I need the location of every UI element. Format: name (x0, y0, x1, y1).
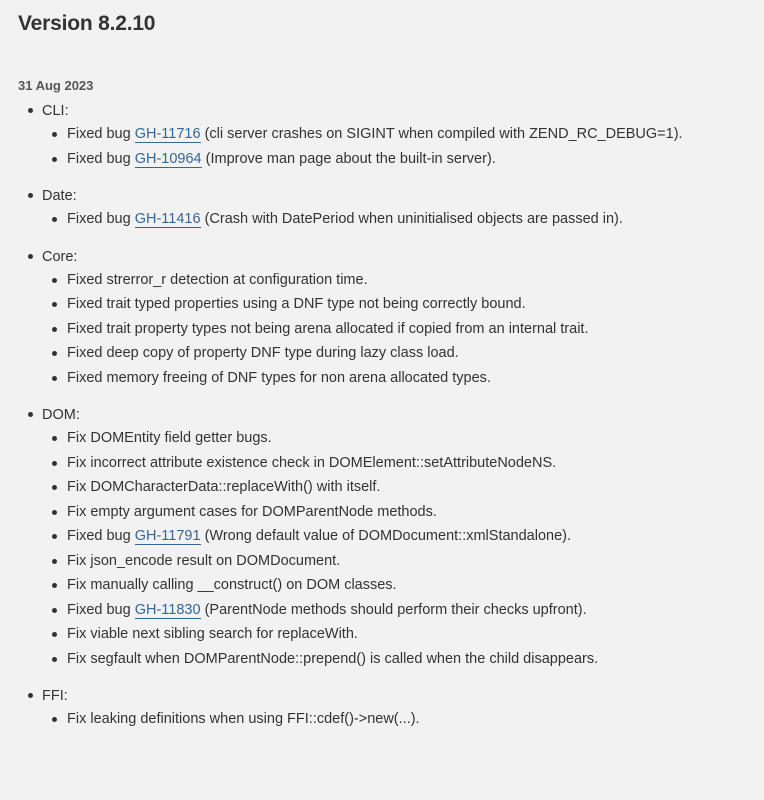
entry-text-suffix: (Improve man page about the built-in server). (201, 150, 496, 167)
changelog-entry (42, 475, 746, 500)
entry-text-suffix: (ParentNode methods should perform their checks upfront). (200, 601, 587, 618)
changelog-entry (42, 622, 746, 647)
entry-text: Fixed trait property types not being arena allocated if copied from an internal trait. (67, 320, 589, 337)
changelog-entry (42, 147, 746, 172)
entry-text: Fix json_encode result on DOMDocument. (67, 552, 341, 569)
entry-text: Fix leaking definitions when using FFI::cdef()->new(...). (67, 711, 420, 727)
changelog-entry (42, 451, 746, 476)
section-name: CLI: (42, 103, 69, 119)
changelog-section-date (18, 185, 746, 232)
changelog-entry (42, 292, 746, 317)
section-entries (42, 207, 746, 232)
bug-link-gh-11791[interactable]: GH-11791 (134, 528, 201, 544)
changelog-entry (42, 317, 746, 342)
bug-link-gh-11416[interactable]: GH-11416 (134, 211, 201, 227)
changelog-entry (42, 341, 746, 366)
section-entries (42, 426, 746, 671)
changelog-entry (42, 122, 746, 147)
changelog-section-core (18, 246, 746, 391)
changelog-entry (42, 598, 746, 623)
section-entries (42, 122, 746, 171)
release-date: 31 Aug 2023 (18, 78, 94, 93)
changelog-section-cli (18, 100, 746, 171)
bug-link-gh-10964[interactable]: GH-10964 (134, 150, 202, 167)
entry-text: Fixed deep copy of property DNF type during lazy class load. (67, 345, 459, 361)
changelog-entry (42, 524, 746, 549)
changelog-entry (42, 268, 746, 293)
entry-text: Fix segfault when DOMParentNode::prepend() is called when the child disappears. (67, 650, 599, 667)
entry-text-suffix: (Crash with DatePeriod when uninitialised objects are passed in). (200, 211, 623, 227)
entry-text: Fix incorrect attribute existence check in DOMElement::setAttributeNodeNS. (67, 454, 557, 471)
entry-text: Fix manually calling __construct() on DOM classes. (67, 577, 397, 593)
entry-text: Fix DOMCharacterData::replaceWith() with itself. (67, 479, 381, 495)
bug-link-gh-11830[interactable]: GH-11830 (134, 601, 201, 618)
changelog-entry (42, 647, 746, 672)
version-title: Version 8.2.10 (18, 12, 156, 35)
section-name: Core: (42, 248, 78, 265)
entry-text: Fixed bug (67, 528, 135, 544)
changelog-section-dom (18, 404, 746, 671)
section-entries (42, 707, 746, 732)
entry-text: Fixed trait typed properties using a DNF type not being correctly bound. (67, 296, 526, 312)
entry-text: Fixed bug (67, 150, 135, 167)
changelog-entry (42, 707, 746, 732)
changelog-entry (42, 207, 746, 232)
changelog-entry (42, 426, 746, 451)
entry-text: Fix viable next sibling search for replaceWith. (67, 626, 358, 642)
changelog-section-ffi (18, 685, 746, 732)
changelog-entry (42, 366, 746, 391)
entry-text-suffix: (Wrong default value of DOMDocument::xmlStandalone). (200, 528, 572, 544)
entry-text: Fix DOMEntity field getter bugs. (67, 430, 272, 446)
entry-text-suffix: (cli server crashes on SIGINT when compiled with ZEND_RC_DEBUG=1). (200, 126, 683, 142)
section-name: Date: (42, 188, 77, 204)
entry-text: Fixed bug (67, 126, 135, 142)
section-name: DOM: (42, 407, 80, 423)
changelog-entry (42, 549, 746, 574)
entry-text: Fixed memory freeing of DNF types for non arena allocated types. (67, 369, 491, 386)
entry-text: Fixed strerror_r detection at configuration time. (67, 271, 368, 288)
entry-text: Fixed bug (67, 601, 135, 618)
entry-text: Fixed bug (67, 211, 135, 227)
changelog-entry (42, 573, 746, 598)
changelog-entry (42, 500, 746, 525)
entry-text: Fix empty argument cases for DOMParentNode methods. (67, 503, 437, 520)
section-entries (42, 268, 746, 391)
changelog-sections (18, 100, 746, 732)
section-name: FFI: (42, 688, 68, 704)
bug-link-gh-11716[interactable]: GH-11716 (134, 126, 201, 142)
